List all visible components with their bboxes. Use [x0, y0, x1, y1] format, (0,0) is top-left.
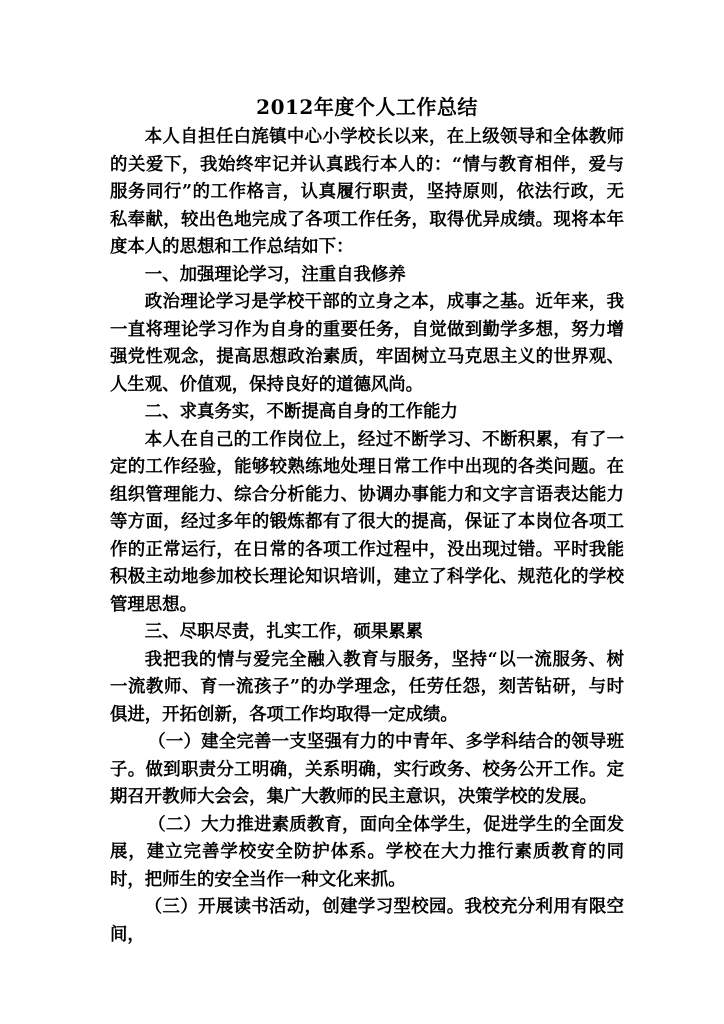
section-heading-1: 一、加强理论学习，注重自我修养	[144, 264, 406, 285]
document-page	[110, 92, 624, 949]
intro-paragraph: 本人自担任白旄镇中心小学校长以来，在上级领导和全体教师的关爱下，我始终牢记并认真践行本人的：“情与教育相伴，爱与服务同行”的工作格言，认真履行职责，坚持原则，依法行政，无私奉献，较出色地完成了各项工作任务，取得优异成绩。现将本年度本人的思想和工作总结如下：	[110, 127, 624, 257]
subsection-1-paragraph: （一）建全完善一支坚强有力的中青年、多学科结合的领导班子。做到职责分工明确，关系明确，实行政务、校务公开工作。定期召开教师大会会，集广大教师的民主意识，决策学校的发展。	[110, 732, 624, 807]
section-1-paragraph: 政治理论学习是学校干部的立身之本，成事之基。近年来，我一直将理论学习作为自身的重要任务，自觉做到勤学多想，努力增强党性观念，提高思想政治素质，牢固树立马克思主义的世界观、人生观、价值观，保持良好的道德风尚。	[110, 292, 624, 395]
section-heading-3: 三、尽职尽责，扎实工作，硕果累累	[144, 622, 424, 642]
subsection-2-paragraph: （二）大力推进素质教育，面向全体学生，促进学生的全面发展，建立完善学校安全防护体系。学校在大力推行素质教育的同时，把师生的安全当作一种文化来抓。	[110, 814, 624, 890]
section-heading-2: 二、求真务实，不断提高自身的工作能力	[144, 402, 458, 422]
document-title: 2012年度个人工作总结	[256, 95, 478, 119]
subsection-3-paragraph: （三）开展读书活动，创建学习型校园。我校充分利用有限空间，	[110, 897, 624, 945]
section-2-paragraph: 本人在自己的工作岗位上，经过不断学习、不断积累，有了一定的工作经验，能够较熟练地处理日常工作中出现的各类问题。在组织管理能力、综合分析能力、协调办事能力和文字言语表达能力等方面，经过多年的锻炼都有了很大的提高，保证了本岗位各项工作的正常运行，在日常的各项工作过程中，没出现过错。平时我能积极主动地参加校长理论知识培训，建立了科学化、规范化的学校管理思想。	[110, 429, 624, 615]
section-3-paragraph: 我把我的情与爱完全融入教育与服务，坚持“以一流服务、树一流教师、育一流孩子”的办学理念，任劳任怨，刻苦钻研，与时俱进，开拓创新，各项工作均取得一定成绩。	[110, 649, 624, 725]
